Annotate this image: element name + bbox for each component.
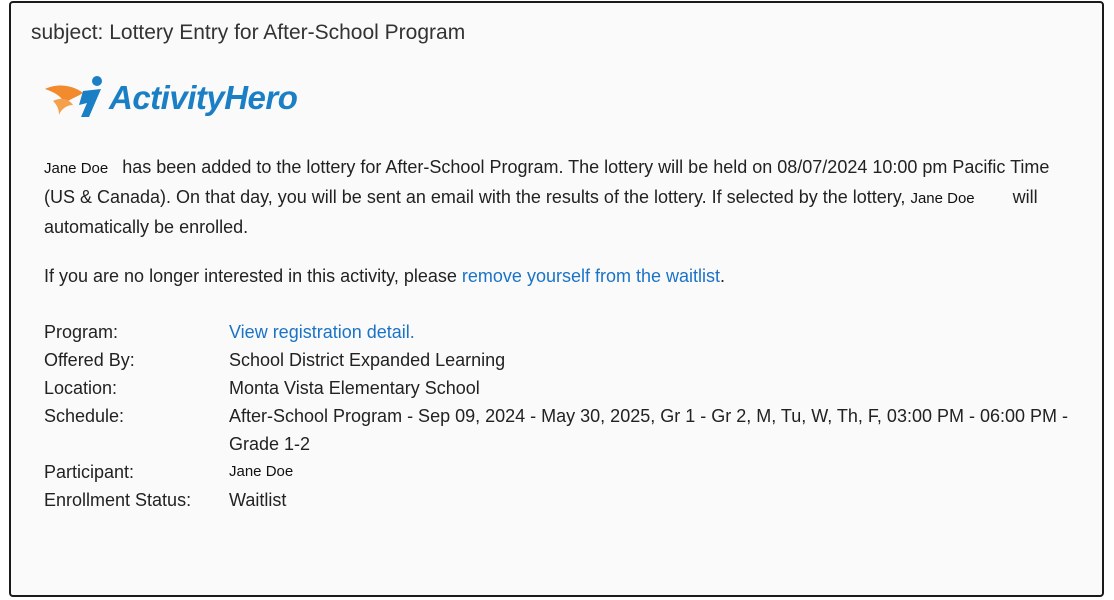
waitlist-text-end: . xyxy=(720,266,726,286)
participant-name-2: Jane Doe xyxy=(910,190,975,207)
enrollment-status-label: Enrollment Status: xyxy=(44,490,192,510)
email-subject: subject: Lottery Entry for After-School Program xyxy=(31,21,466,44)
enrollment-status-value: Waitlist xyxy=(229,490,287,510)
participant-label: Participant: xyxy=(44,462,135,482)
location-label: Location: xyxy=(44,378,118,398)
registration-details xyxy=(44,318,1094,514)
lottery-message xyxy=(44,153,1064,242)
email-frame xyxy=(9,1,1104,597)
program-label: Program: xyxy=(44,322,119,342)
offered-by-label: Offered By: xyxy=(44,350,135,370)
activityhero-logo xyxy=(43,73,363,123)
waitlist-text: If you are no longer interested in this activity, please xyxy=(44,266,457,286)
offered-by-value: School District Expanded Learning xyxy=(229,350,506,370)
activityhero-figure-icon xyxy=(43,75,113,119)
participant-name: Jane Doe xyxy=(44,160,109,177)
lottery-text-1: has been added to the lottery for After-School Program. The lottery will be held on 08/07/2024 10:00 pm Pacific Time (US & Canada). On that day, you will be sent an email with the results of the lottery. If selected by the lottery, xyxy=(44,157,1050,207)
logo-wordmark: ActivityHero xyxy=(109,79,298,116)
waitlist-message xyxy=(44,262,1064,291)
lottery-text-2: will automatically be enrolled. xyxy=(44,187,1038,237)
schedule-label: Schedule: xyxy=(44,406,125,426)
schedule-value: After-School Program - Sep 09, 2024 - May 30, 2025, Gr 1 - Gr 2, M, Tu, W, Th, F, 03:00 PM - 06:00 PM - Grade 1-2 xyxy=(229,406,1069,454)
view-registration-link[interactable]: View registration detail. xyxy=(229,322,415,342)
participant-value: Jane Doe xyxy=(229,463,294,480)
remove-from-waitlist-link[interactable]: remove yourself from the waitlist xyxy=(461,266,721,286)
location-value: Monta Vista Elementary School xyxy=(229,378,480,398)
